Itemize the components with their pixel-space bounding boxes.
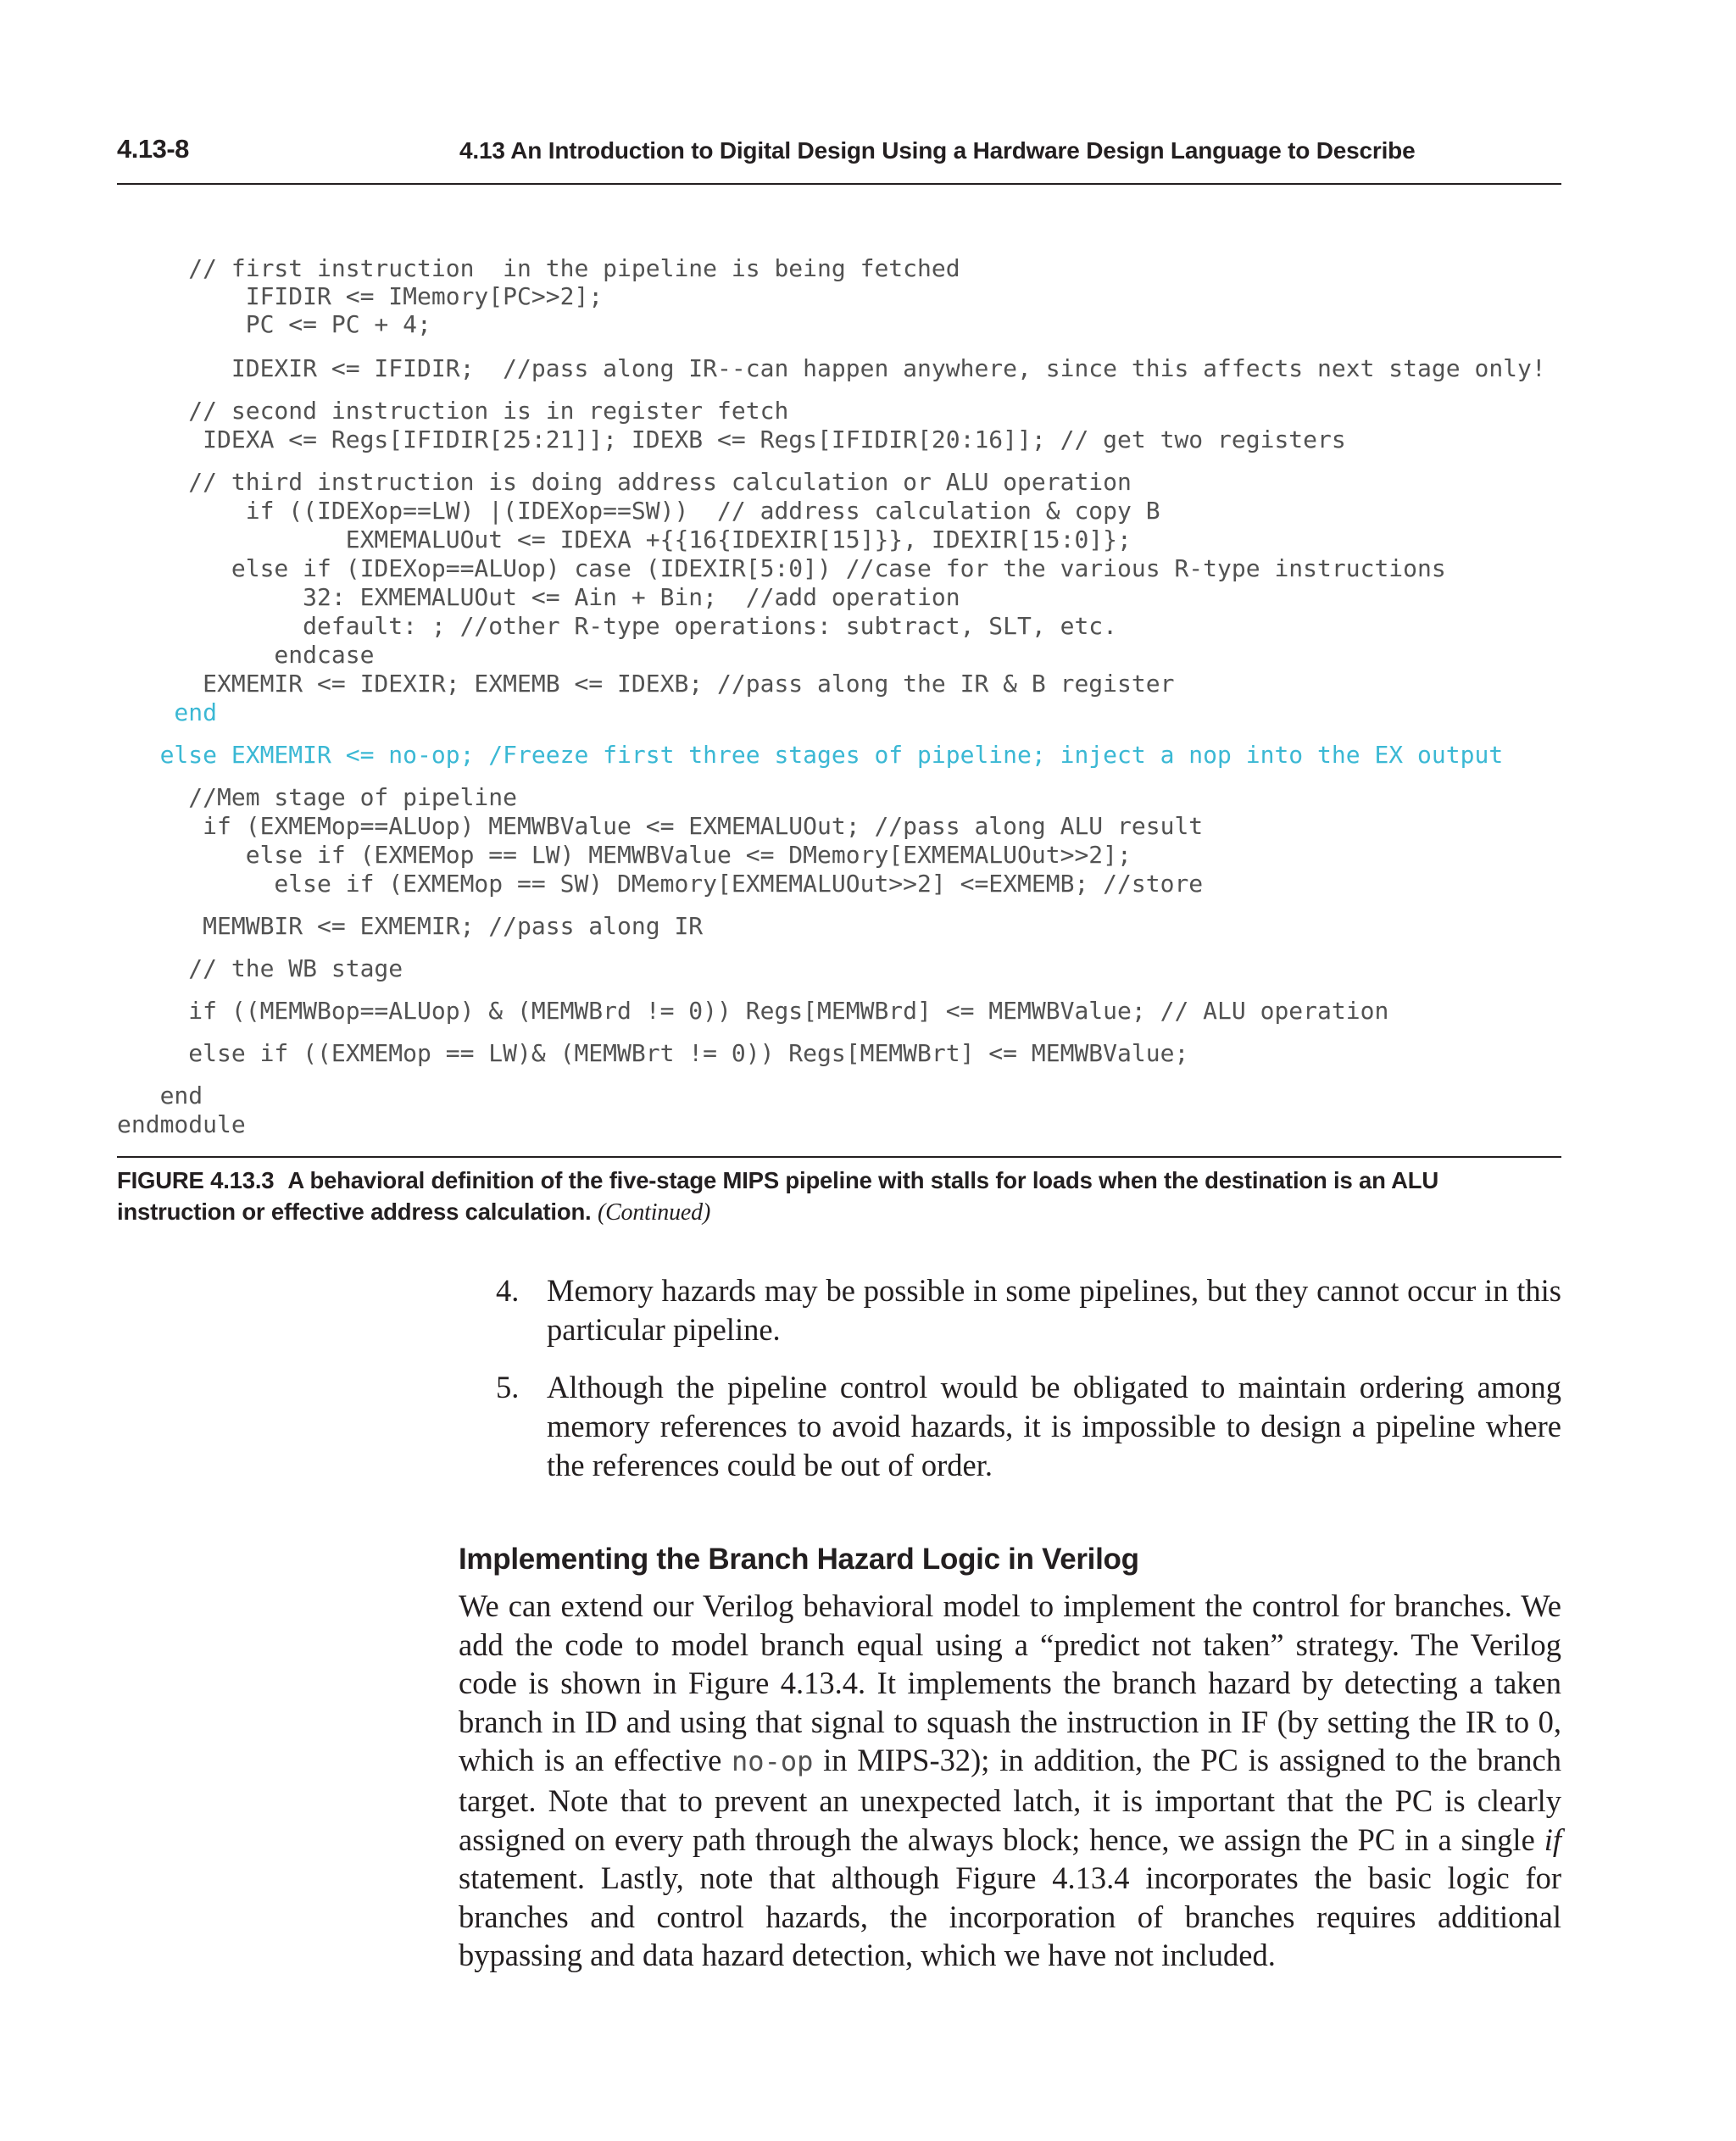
- code-line-highlighted: else EXMEMIR <= no-op; /Freeze first three stages of pipeline; inject a nop into the EX output: [117, 741, 1504, 769]
- continued-note: (Continued): [597, 1199, 711, 1226]
- code-line: default: ; //other R-type operations: subtract, SLT, etc.: [117, 612, 1118, 640]
- list-item-number: 4.: [496, 1273, 520, 1308]
- code-line: IDEXIR <= IFIDIR; //pass along IR--can happen anywhere, since this affects next stage only!: [117, 354, 1546, 382]
- code-line: 32: EXMEMALUOut <= Ain + Bin; //add operation: [117, 583, 960, 611]
- code-line: EXMEMALUOut <= IDEXA +{{16{IDEXIR[15]}}, IDEXIR[15:0]};: [117, 526, 1132, 553]
- code-line: //Mem stage of pipeline: [117, 783, 518, 811]
- page-number: 4.13-8: [117, 134, 189, 164]
- code-line: endmodule: [117, 1110, 246, 1138]
- code-line: // first instruction in the pipeline is being fetched: [117, 254, 960, 282]
- code-line: if ((IDEXop==LW) |(IDEXop==SW)) // address calculation & copy B: [117, 497, 1160, 525]
- code-line: if (EXMEMop==ALUop) MEMWBValue <= EXMEMALUOut; //pass along ALU result: [117, 812, 1204, 840]
- code-line: else if (EXMEMop == LW) MEMWBValue <= DMemory[EXMEMALUOut>>2];: [117, 841, 1132, 869]
- code-line: else if (EXMEMop == SW) DMemory[EXMEMALUOut>>2] <=EXMEMB; //store: [117, 870, 1204, 898]
- list-item-text: Although the pipeline control would be obligated to maintain ordering among memory references to avoid hazards, it is impossible to design a pipeline where the references could be out of order.: [547, 1370, 1561, 1482]
- code-line: MEMWBIR <= EXMEMIR; //pass along IR: [117, 912, 704, 940]
- figure-divider: [117, 1156, 1561, 1158]
- inline-code: no-op: [732, 1745, 814, 1778]
- section-heading: Implementing the Branch Hazard Logic in Verilog: [459, 1543, 1139, 1576]
- code-line: endcase: [117, 641, 375, 669]
- figure-caption-text: A behavioral definition of the five-stage MIPS pipeline with stalls for loads when the destination is an ALU instruction or effective address calculation.: [117, 1167, 1439, 1225]
- running-head: 4.13 An Introduction to Digital Design Using a Hardware Design Language to Describe: [459, 137, 1416, 164]
- code-line: // third instruction is doing address calculation or ALU operation: [117, 468, 1132, 496]
- code-line: end: [117, 1082, 203, 1109]
- paragraph-text: We can extend our Verilog behavioral model to implement the control for branches. We add the code to model branch equal using a “predict not taken” strategy. The Verilog code is shown in Figure 4.13.4. It implements the branch hazard by detecting a taken branch in ID and using that signal to squash the instruction in IF (by setting the IR to 0, which is an effective: [459, 1588, 1561, 1778]
- code-line: else if ((EXMEMop == LW)& (MEMWBrt != 0)) Regs[MEMWBrt] <= MEMWBValue;: [117, 1039, 1189, 1067]
- code-line: // the WB stage: [117, 954, 403, 982]
- code-line: IFIDIR <= IMemory[PC>>2];: [117, 282, 604, 310]
- paragraph-text: in MIPS-32); in addition, the PC is assigned to the branch target. Note that to prevent an unexpected latch, it is important that the PC is clearly assigned on every path through the always block; hence, we assign the PC in a single: [459, 1743, 1561, 1857]
- list-item-text: Memory hazards may be possible in some pipelines, but they cannot occur in this particular pipeline.: [547, 1273, 1561, 1347]
- list-item: [496, 1271, 1561, 1349]
- code-line: IDEXA <= Regs[IFIDIR[25:21]]; IDEXB <= Regs[IFIDIR[20:16]]; // get two registers: [117, 425, 1346, 453]
- code-line-highlighted: end: [117, 698, 218, 726]
- figure-caption: [117, 1165, 1561, 1228]
- code-line: EXMEMIR <= IDEXIR; EXMEMB <= IDEXB; //pass along the IR & B register: [117, 670, 1175, 698]
- list-item-number: 5.: [496, 1370, 520, 1404]
- code-line: PC <= PC + 4;: [117, 310, 431, 338]
- paragraph-text: statement. Lastly, note that although Figure 4.13.4 incorporates the basic logic for branches and control hazards, the incorporation of branches requires additional bypassing and data hazard detection, which we have not included.: [459, 1860, 1561, 1973]
- figure-label: FIGURE 4.13.3: [117, 1167, 275, 1193]
- italic-term: if: [1544, 1821, 1561, 1857]
- code-line: // second instruction is in register fetch: [117, 397, 789, 425]
- body-paragraph: [459, 1587, 1561, 1975]
- code-line: else if (IDEXop==ALUop) case (IDEXIR[5:0]) //case for the various R-type instructions: [117, 554, 1446, 582]
- list-item: [496, 1368, 1561, 1485]
- code-line: if ((MEMWBop==ALUop) & (MEMWBrd != 0)) Regs[MEMWBrd] <= MEMWBValue; // ALU operation: [117, 997, 1389, 1025]
- page-header: [117, 134, 1561, 185]
